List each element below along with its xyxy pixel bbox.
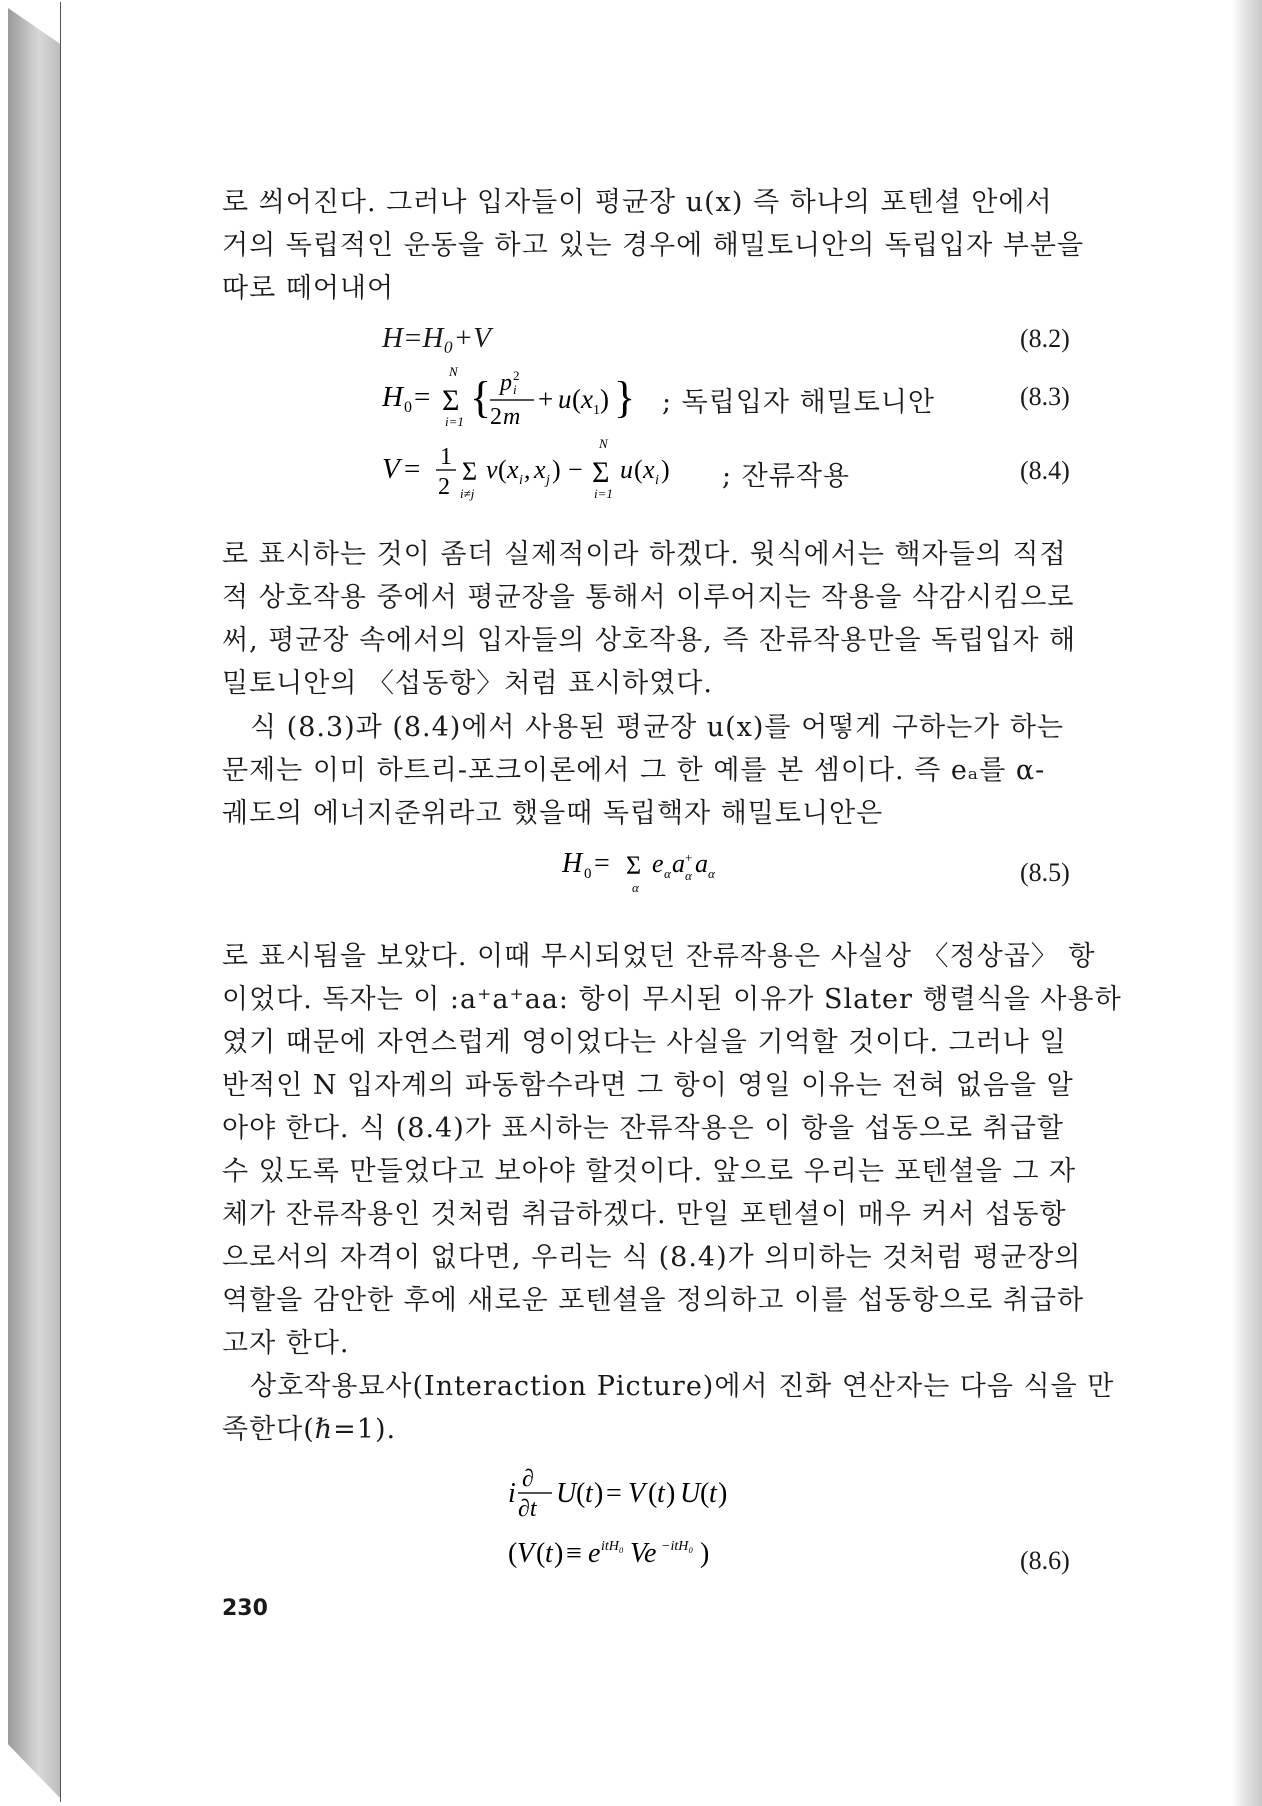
svg-text:0: 0 — [404, 399, 412, 416]
svg-text:H: H — [562, 848, 583, 879]
equation-label: ; 독립입자 해밀토니안 — [662, 387, 935, 418]
text-line: 이었다. 독자는 이 :a⁺a⁺aa: 항이 무시된 이유가 Slater 행렬식을 사용하 — [222, 984, 1122, 1015]
text-line: 식 (8.3)과 (8.4)에서 사용된 평균장 u(x)를 어떻게 구하는가 하는 — [250, 712, 1064, 743]
text-line: 수 있도록 만들었다고 보아야 할것이다. 앞으로 우리는 포텐셜을 그 자 — [222, 1156, 1077, 1187]
svg-text:2: 2 — [513, 368, 520, 383]
svg-text:≡: ≡ — [566, 1538, 582, 1569]
svg-text:x: x — [507, 455, 519, 484]
svg-text:(: ( — [508, 1538, 518, 1569]
equation-8-5 — [562, 842, 742, 902]
svg-text:H: H — [382, 381, 403, 413]
svg-text:−itH₀: −itH₀ — [661, 1539, 694, 1554]
svg-text:N: N — [599, 436, 608, 451]
svg-text:0: 0 — [584, 866, 592, 882]
svg-text:(: ( — [634, 455, 643, 484]
text-line: 반적인 N 입자계의 파동함수라면 그 항이 영일 이유는 전혀 없음을 알 — [222, 1070, 1074, 1101]
page-stack-edge — [8, 8, 60, 1798]
svg-text:+: + — [685, 850, 693, 865]
svg-text:i: i — [513, 382, 517, 397]
svg-text:t: t — [585, 1478, 593, 1509]
svg-text:∂t: ∂t — [518, 1496, 537, 1522]
svg-text:e: e — [652, 849, 664, 878]
text-line: 따로 떼어내어 — [222, 273, 395, 304]
svg-text:i≠j: i≠j — [460, 486, 475, 501]
svg-text:x: x — [643, 455, 655, 484]
svg-text:V: V — [628, 1478, 646, 1509]
equation-number: (8.6) — [1020, 1546, 1070, 1575]
svg-text:V: V — [517, 1538, 535, 1569]
equation-8-6 — [508, 1462, 808, 1582]
text-line: 로 표시됨을 보았다. 이때 무시되었던 잔류작용은 사실상 〈정상곱〉 항 — [222, 941, 1096, 972]
text-line: 로 씌어진다. 그러나 입자들이 평균장 u(x) 즉 하나의 포텐셜 안에서 — [222, 187, 1053, 218]
svg-text:∂: ∂ — [522, 1466, 534, 1492]
svg-text:): ) — [718, 1478, 728, 1509]
svg-text:): ) — [554, 1538, 564, 1569]
svg-text:t: t — [545, 1538, 553, 1569]
svg-text:α: α — [708, 866, 715, 881]
svg-text:α: α — [664, 866, 671, 881]
svg-text:U: U — [556, 1478, 577, 1509]
svg-text:=: = — [606, 1478, 622, 1509]
svg-text:j: j — [546, 473, 550, 488]
svg-text:a: a — [695, 849, 708, 878]
svg-text:): ) — [600, 384, 609, 414]
svg-text:U: U — [680, 1478, 701, 1509]
svg-text:(: ( — [498, 455, 507, 484]
page-right-edge — [1232, 0, 1262, 1806]
svg-text:e: e — [588, 1538, 601, 1569]
svg-text:=: = — [414, 381, 431, 413]
svg-text:): ) — [700, 1538, 710, 1569]
svg-text:i: i — [655, 473, 659, 488]
svg-text:): ) — [552, 455, 561, 484]
svg-text:α: α — [632, 880, 639, 895]
svg-text:Σ: Σ — [442, 384, 460, 417]
text-line: 궤도의 에너지준위라고 했을때 독립핵자 해밀토니안은 — [222, 798, 884, 829]
svg-text:): ) — [594, 1478, 604, 1509]
svg-text:1: 1 — [440, 444, 452, 470]
svg-text:u: u — [620, 455, 633, 484]
equation-number: (8.3) — [1020, 382, 1070, 411]
text-line: 써, 평균장 속에서의 입자들의 상호작용, 즉 잔류작용만을 독립입자 해 — [222, 625, 1077, 656]
equation-8-3 — [382, 362, 642, 432]
svg-text:=: = — [594, 848, 610, 879]
svg-text:): ) — [661, 455, 670, 484]
svg-text:}: } — [614, 373, 636, 422]
svg-text:(: ( — [576, 1478, 586, 1509]
text-line: 상호작용묘사(Interaction Picture)에서 진화 연산자는 다음 식을 만 — [250, 1371, 1115, 1402]
svg-text:): ) — [666, 1478, 676, 1509]
equation-number: (8.5) — [1020, 858, 1070, 887]
svg-text:x: x — [581, 384, 593, 414]
svg-text:t: t — [657, 1478, 665, 1509]
svg-text:−: − — [568, 455, 583, 484]
svg-text:Σ: Σ — [462, 457, 478, 486]
equation-8-2: H=H₀+V — [382, 322, 491, 354]
text-line: 밀토니안의 〈섭동항〉처럼 표시하였다. — [222, 668, 713, 699]
text-line: 로 표시하는 것이 좀더 실제적이라 하겠다. 윗식에서는 핵자들의 직접 — [222, 539, 1067, 570]
svg-text:(: ( — [572, 384, 581, 414]
svg-text:(: ( — [536, 1538, 546, 1569]
svg-text:{: { — [470, 373, 492, 422]
svg-text:+: + — [538, 384, 554, 414]
text-line: 적 상호작용 중에서 평균장을 통해서 이루어지는 작용을 삭감시킴으로 — [222, 582, 1075, 613]
equation-number: (8.4) — [1020, 456, 1070, 485]
svg-text:x: x — [534, 455, 546, 484]
svg-text:i: i — [519, 473, 523, 488]
text-line: 고자 한다. — [222, 1328, 350, 1359]
svg-text:a: a — [672, 849, 685, 878]
svg-text:V: V — [382, 453, 400, 485]
svg-text:(: ( — [700, 1478, 710, 1509]
equation-label: ; 잔류작용 — [722, 461, 851, 492]
equation-number: (8.2) — [1020, 324, 1070, 353]
text-line: 였기 때문에 자연스럽게 영이었다는 사실을 기억할 것이다. 그러나 일 — [222, 1027, 1067, 1058]
svg-text:u: u — [558, 384, 572, 414]
svg-text:Σ: Σ — [626, 851, 642, 880]
svg-text:(: ( — [648, 1478, 658, 1509]
text-line: 역할을 감안한 후에 새로운 포텐셜을 정의하고 이를 섭동항으로 취급하 — [222, 1285, 1085, 1316]
text-line: 아야 한다. 식 (8.4)가 표시하는 잔류작용은 이 항을 섭동으로 취급할 — [222, 1113, 1064, 1144]
svg-text:itH₀: itH₀ — [601, 1539, 624, 1554]
svg-text:m: m — [503, 404, 521, 430]
text-line: 으로서의 자격이 없다면, 우리는 식 (8.4)가 의미하는 것처럼 평균장의 — [222, 1242, 1082, 1273]
page-number: 230 — [222, 1596, 268, 1621]
svg-text:v: v — [486, 455, 498, 484]
text-line: 체가 잔류작용인 것처럼 취급하겠다. 만일 포텐셜이 매우 커서 섭동항 — [222, 1199, 1067, 1230]
text-line: 문제는 이미 하트리-포크이론에서 그 한 예를 본 셈이다. 즉 eₐ를 α- — [222, 755, 1046, 786]
svg-text:=: = — [404, 453, 421, 485]
svg-text:p: p — [500, 370, 512, 396]
svg-text:1: 1 — [593, 403, 600, 418]
svg-text:2: 2 — [490, 404, 502, 430]
svg-text:Ve: Ve — [630, 1538, 657, 1569]
svg-text:,: , — [524, 455, 531, 484]
svg-text:Σ: Σ — [592, 456, 610, 489]
svg-text:2: 2 — [438, 474, 450, 500]
svg-text:i: i — [508, 1478, 516, 1509]
svg-text:i=1: i=1 — [594, 486, 613, 501]
svg-text:t: t — [709, 1478, 717, 1509]
svg-text:N: N — [449, 364, 458, 379]
svg-text:i=1: i=1 — [445, 414, 464, 429]
text-line: 족한다(ℏ=1). — [222, 1414, 397, 1445]
equation-8-4 — [382, 436, 712, 508]
text-line: 거의 독립적인 운동을 하고 있는 경우에 해밀토니안의 독립입자 부분을 — [222, 230, 1085, 261]
svg-text:α: α — [685, 868, 692, 883]
